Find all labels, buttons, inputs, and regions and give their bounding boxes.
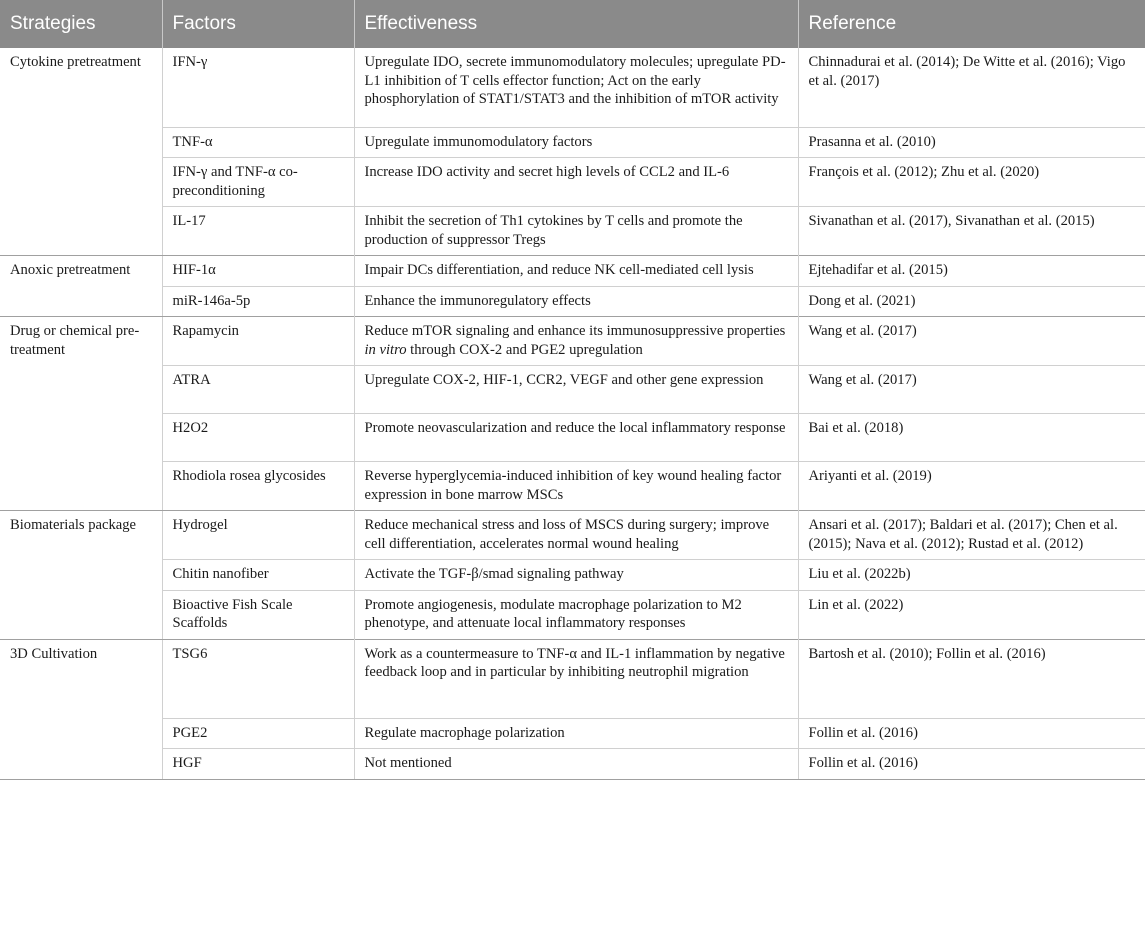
table-row (0, 286, 1145, 317)
header-reference: Reference (798, 0, 1145, 48)
effectiveness-cell: Work as a countermeasure to TNF-α and IL-1 inflammation by negative feedback loop and in particular by inhibiting neutrophil migration (354, 639, 798, 718)
header-factors: Factors (162, 0, 354, 48)
factor-cell: HGF (162, 749, 354, 780)
effectiveness-cell: Inhibit the secretion of Th1 cytokines by T cells and promote the production of suppressor Tregs (354, 207, 798, 256)
strategy-cell: 3D Cultivation (0, 639, 162, 779)
factor-cell: IL-17 (162, 207, 354, 256)
effectiveness-cell: Reduce mechanical stress and loss of MSCS during surgery; improve cell differentiation, accelerates normal wound healing (354, 511, 798, 560)
table-row (0, 462, 1145, 511)
effectiveness-cell: Upregulate IDO, secrete immunomodulatory molecules; upregulate PD-L1 inhibition of T cells effector function; Act on the early phosphorylation of STAT1/STAT3 and the inhibition of mTOR activity (354, 48, 798, 127)
factor-cell: Hydrogel (162, 511, 354, 560)
reference-cell: Bartosh et al. (2010); Follin et al. (2016) (798, 639, 1145, 718)
strategy-cell: Cytokine pretreatment (0, 48, 162, 256)
reference-cell: Follin et al. (2016) (798, 749, 1145, 780)
effectiveness-cell: Promote angiogenesis, modulate macrophage polarization to M2 phenotype, and attenuate local inflammatory responses (354, 590, 798, 639)
table-row (0, 207, 1145, 256)
reference-cell: Ariyanti et al. (2019) (798, 462, 1145, 511)
factor-cell: TSG6 (162, 639, 354, 718)
reference-cell: Bai et al. (2018) (798, 414, 1145, 462)
reference-cell: François et al. (2012); Zhu et al. (2020) (798, 158, 1145, 207)
strategy-cell: Drug or chemical pre-treatment (0, 317, 162, 511)
factor-cell: Rhodiola rosea glycosides (162, 462, 354, 511)
table-header (0, 0, 1145, 48)
factor-cell: ATRA (162, 366, 354, 414)
effectiveness-text: through COX-2 and PGE2 upregulation (406, 341, 643, 358)
effectiveness-cell: Activate the TGF-β/smad signaling pathway (354, 560, 798, 591)
effectiveness-cell: Not mentioned (354, 749, 798, 780)
reference-cell: Chinnadurai et al. (2014); De Witte et al. (2016); Vigo et al. (2017) (798, 48, 1145, 127)
effectiveness-cell: Impair DCs differentiation, and reduce NK cell-mediated cell lysis (354, 256, 798, 287)
header-row (0, 0, 1145, 48)
effectiveness-cell: Promote neovascularization and reduce the local inflammatory response (354, 414, 798, 462)
effectiveness-cell: Regulate macrophage polarization (354, 718, 798, 749)
factor-cell: H2O2 (162, 414, 354, 462)
table-row (0, 366, 1145, 414)
effectiveness-cell: Enhance the immunoregulatory effects (354, 286, 798, 317)
factor-cell: Chitin nanofiber (162, 560, 354, 591)
reference-cell: Liu et al. (2022b) (798, 560, 1145, 591)
factor-cell: miR-146a-5p (162, 286, 354, 317)
effectiveness-cell: Increase IDO activity and secret high levels of CCL2 and IL-6 (354, 158, 798, 207)
effectiveness-cell: Upregulate immunomodulatory factors (354, 127, 798, 158)
effectiveness-text: Reduce mTOR signaling and enhance its immunosuppressive properties (364, 323, 786, 339)
reference-cell: Wang et al. (2017) (798, 366, 1145, 414)
effectiveness-cell: Reverse hyperglycemia-induced inhibition of key wound healing factor expression in bone marrow MSCs (354, 462, 798, 511)
header-effectiveness: Effectiveness (354, 0, 798, 48)
factor-cell: IFN-γ and TNF-α co-preconditioning (162, 158, 354, 207)
table-body (0, 48, 1145, 779)
reference-cell: Sivanathan et al. (2017), Sivanathan et al. (2015) (798, 207, 1145, 256)
factor-cell: HIF-1α (162, 256, 354, 287)
reference-cell: Prasanna et al. (2010) (798, 127, 1145, 158)
strategy-cell: Anoxic pretreatment (0, 256, 162, 317)
table-row (0, 718, 1145, 749)
factor-cell: Bioactive Fish Scale Scaffolds (162, 590, 354, 639)
table-row (0, 158, 1145, 207)
effectiveness-cell (354, 317, 798, 366)
strategy-cell: Biomaterials package (0, 511, 162, 640)
factor-cell: Rapamycin (162, 317, 354, 366)
reference-cell: Follin et al. (2016) (798, 718, 1145, 749)
table-row (0, 639, 1145, 718)
table-row (0, 127, 1145, 158)
table-row (0, 48, 1145, 127)
table-row (0, 749, 1145, 780)
table-row (0, 317, 1145, 366)
table-row (0, 560, 1145, 591)
factor-cell: TNF-α (162, 127, 354, 158)
reference-cell: Ansari et al. (2017); Baldari et al. (2017); Chen et al. (2015); Nava et al. (2012); Rustad et al. (2012) (798, 511, 1145, 560)
reference-cell: Ejtehadifar et al. (2015) (798, 256, 1145, 287)
factor-cell: PGE2 (162, 718, 354, 749)
effectiveness-italic-text: in vitro (364, 341, 407, 358)
effectiveness-cell: Upregulate COX-2, HIF-1, CCR2, VEGF and other gene expression (354, 366, 798, 414)
table-row (0, 590, 1145, 639)
reference-cell: Dong et al. (2021) (798, 286, 1145, 317)
reference-cell: Lin et al. (2022) (798, 590, 1145, 639)
reference-cell: Wang et al. (2017) (798, 317, 1145, 366)
factor-cell: IFN-γ (162, 48, 354, 127)
header-strategies: Strategies (0, 0, 162, 48)
table-row (0, 414, 1145, 462)
table-row (0, 256, 1145, 287)
table-row (0, 511, 1145, 560)
